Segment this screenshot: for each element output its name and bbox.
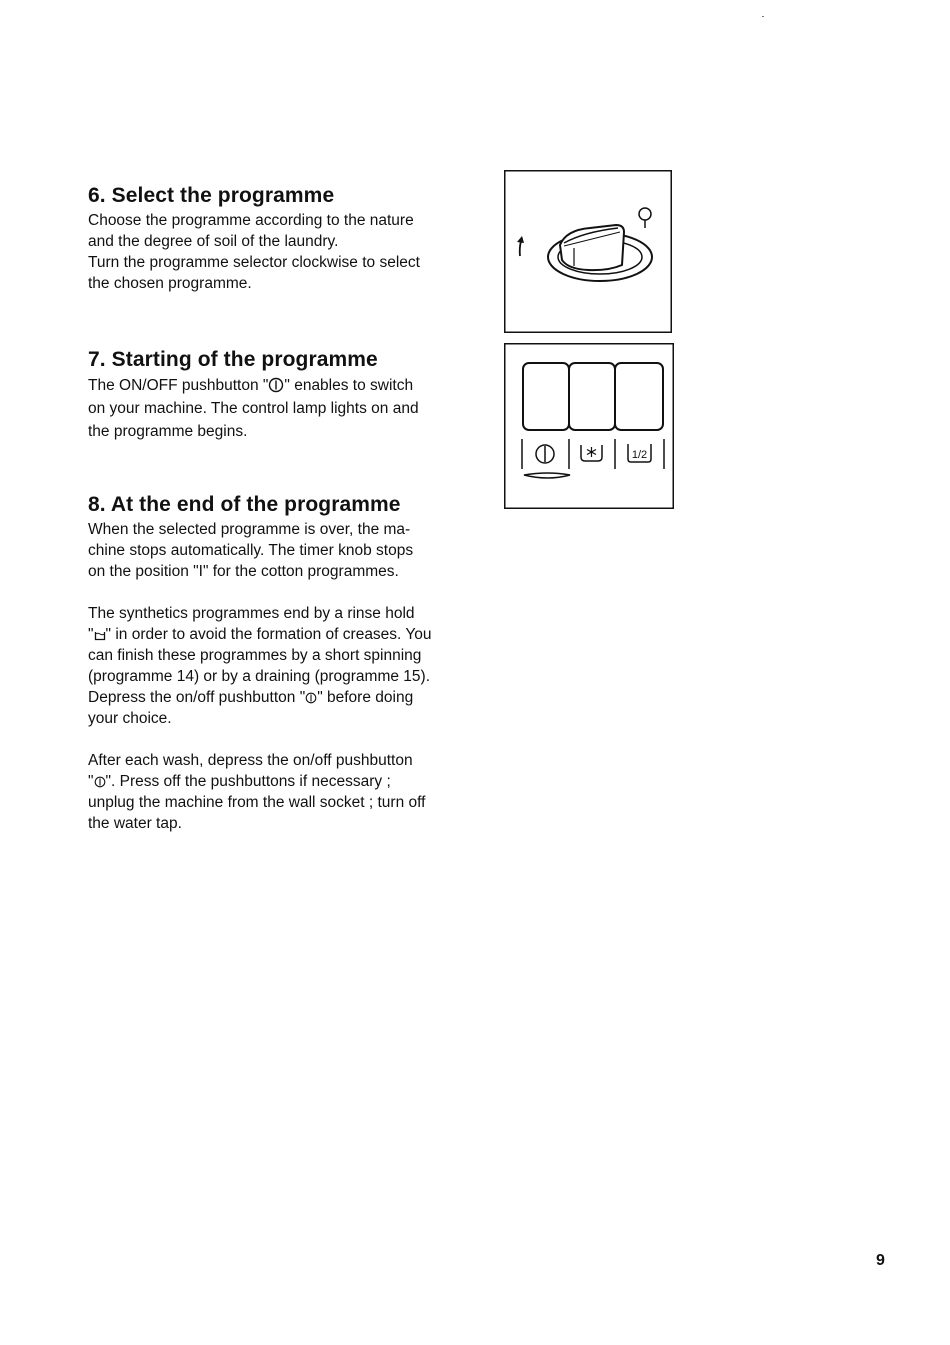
pushbutton-panel-figure	[504, 343, 674, 509]
power-icon	[268, 378, 284, 393]
paragraph-after-wash: After each wash, depress the on/off pushbutton " ". Press off the pushbuttons if necessary ; unplug the machine from the wall socket ; turn off the water tap.	[88, 752, 426, 832]
section-select-programme	[88, 184, 470, 294]
section-text: Choose the programme according to the nature and the degree of soil of the laundry. Turn the programme selector clockwise to select the chosen programme.	[88, 212, 420, 292]
power-icon	[94, 773, 106, 790]
section-starting-programme	[88, 348, 470, 443]
scan-speck	[762, 16, 764, 17]
paragraph-end: When the selected programme is over, the ma- chine stops automatically. The timer knob stops on the position "I" for the cotton programmes.	[88, 521, 414, 580]
rinse-hold-icon	[94, 626, 106, 643]
section-heading: 8. At the end of the programme	[88, 493, 401, 516]
section-heading: 6. Select the programme	[88, 184, 335, 207]
section-text: The ON/OFF pushbutton " " enables to switch on your machine. The control lamp lights on and the programme begins.	[88, 377, 419, 440]
programme-selector-figure	[504, 170, 672, 333]
section-heading: 7. Starting of the programme	[88, 348, 378, 371]
paragraph-synthetics: The synthetics programmes end by a rinse hold " " in order to avoid the formation of creases. You can finish these programmes by a short spinning (programme 14) or by a draining (programme 15). Depress the on/off pushbutton " " before doing your choice.	[88, 605, 432, 727]
section-end-programme	[88, 493, 470, 834]
power-icon	[305, 689, 317, 706]
half-load-label: 1/2	[631, 449, 648, 461]
page-number: 9	[876, 1252, 885, 1269]
